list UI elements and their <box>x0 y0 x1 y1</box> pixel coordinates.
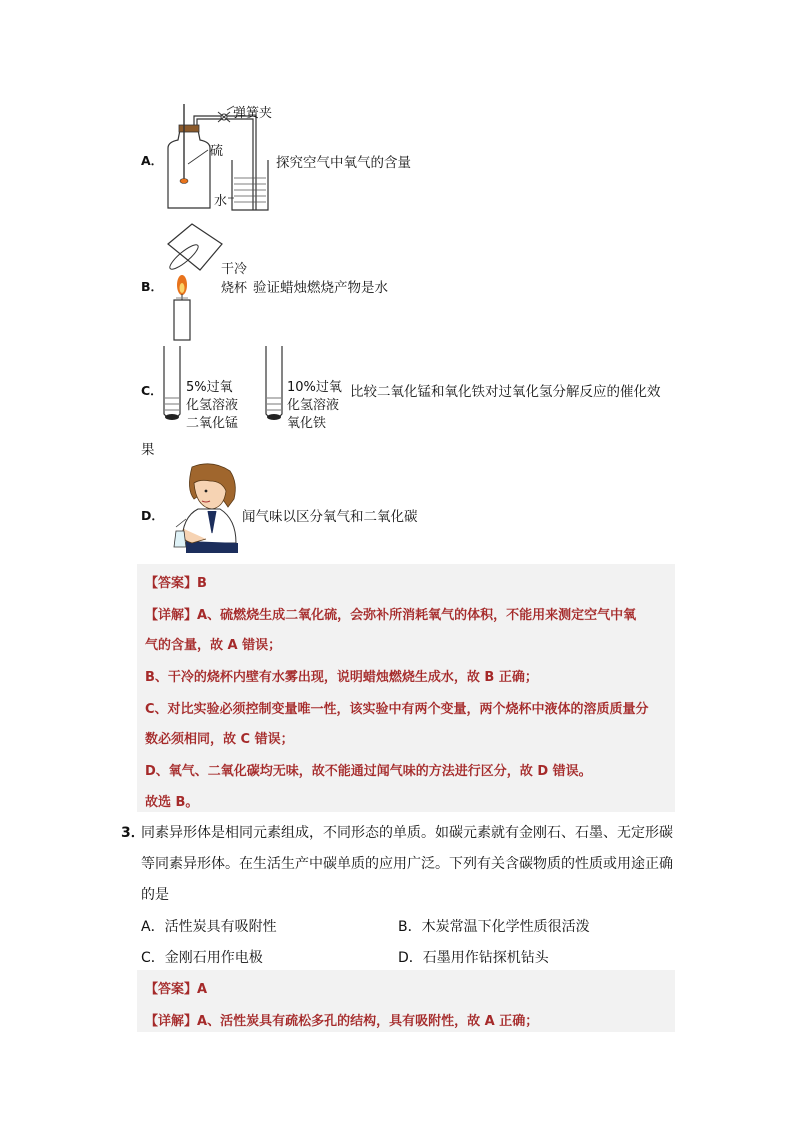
question-3-number: 3． <box>121 825 145 841</box>
answer-2-tag: 【答案】 <box>145 982 198 997</box>
question-3-option-b: B．木炭常温下化学性质很活泼 <box>398 919 590 935</box>
detail-1-line-5: 数必须相同，故 C 错误； <box>145 732 294 747</box>
question-3-line-2: 等同素异形体。在生活生产中碳单质的应用广泛。下列有关含碳物质的性质或用途正确 <box>141 856 673 872</box>
question-3-option-d: D．石墨用作钻探机钻头 <box>398 950 549 966</box>
detail-1-tag: 【详解】 <box>145 608 198 623</box>
detail-1-line-4: C、对比实验必须控制变量唯一性，该实验中有两个变量，两个烧杯中液体的溶质质量分 <box>145 702 649 717</box>
tube1-label-3: 二氧化锰 <box>186 416 239 431</box>
option-c-desc-2: 果 <box>141 442 155 458</box>
answer-1-tag: 【答案】 <box>145 576 198 591</box>
option-a-desc: 探究空气中氧气的含量 <box>276 155 411 171</box>
tube1-label-1: 5%过氧 <box>186 380 233 395</box>
sulfur-label: 硫 <box>210 144 224 159</box>
option-c-label: C． <box>141 383 163 398</box>
person-smelling-figure <box>172 463 242 555</box>
detail-1-line-1 <box>145 604 636 623</box>
tube2-label-1: 10%过氧 <box>287 380 342 395</box>
answer-2-value: A <box>197 982 208 997</box>
detail-1-line-6: D、氧气、二氧化碳均无味，故不能通过闻气味的方法进行区分，故 D 错误。 <box>145 764 592 779</box>
test-tube-1-figure <box>160 344 184 424</box>
option-b-desc: 验证蜡烛燃烧产物是水 <box>253 280 388 296</box>
answer-1-row <box>145 572 207 591</box>
question-3-option-c: C．金刚石用作电极 <box>141 950 263 966</box>
tube2-label-3: 氧化铁 <box>287 416 327 431</box>
tube2-label-2: 化氢溶液 <box>287 398 340 413</box>
detail-1-line-3: B、干冷的烧杯内壁有水雾出现，说明蜡烛燃烧生成水，故 B 正确； <box>145 670 538 685</box>
option-a-label: A． <box>141 153 164 168</box>
beaker-label-2: 烧杯 <box>221 281 248 296</box>
detail-2-text-1: A、活性炭具有疏松多孔的结构，具有吸附性，故 A 正确； <box>197 1014 539 1029</box>
clip-label: 弹簧夹 <box>233 106 273 121</box>
detail-1-text-1: A、硫燃烧生成二氧化硫，会弥补所消耗氧气的体积，不能用来测定空气中氧 <box>197 608 637 623</box>
tube1-label-2: 化氢溶液 <box>186 398 239 413</box>
question-3-line-3: 的是 <box>141 887 169 903</box>
question-3-line-1: 同素异形体是相同元素组成，不同形态的单质。如碳元素就有金刚石、石墨、无定形碳 <box>141 825 673 841</box>
option-c-desc-1: 比较二氧化锰和氧化铁对过氧化氢分解反应的催化效 <box>350 384 661 400</box>
test-tube-2-figure <box>262 344 286 424</box>
candle-figure <box>162 222 227 344</box>
option-d-label: D． <box>141 508 164 523</box>
option-b-label: B． <box>141 279 164 294</box>
option-d-desc: 闻气味以区分氧气和二氧化碳 <box>242 509 418 525</box>
answer-2-row <box>145 978 207 997</box>
detail-2-tag: 【详解】 <box>145 1014 198 1029</box>
detail-1-line-7: 故选 B。 <box>145 795 199 810</box>
answer-1-value: B <box>197 576 207 591</box>
question-3-option-a: A．活性炭具有吸附性 <box>141 919 277 935</box>
detail-2-line-1 <box>145 1010 538 1029</box>
water-label: 水 <box>214 194 228 209</box>
beaker-label-1: 干冷 <box>221 262 248 277</box>
detail-1-line-2: 气的含量，故 A 错误； <box>145 638 282 653</box>
